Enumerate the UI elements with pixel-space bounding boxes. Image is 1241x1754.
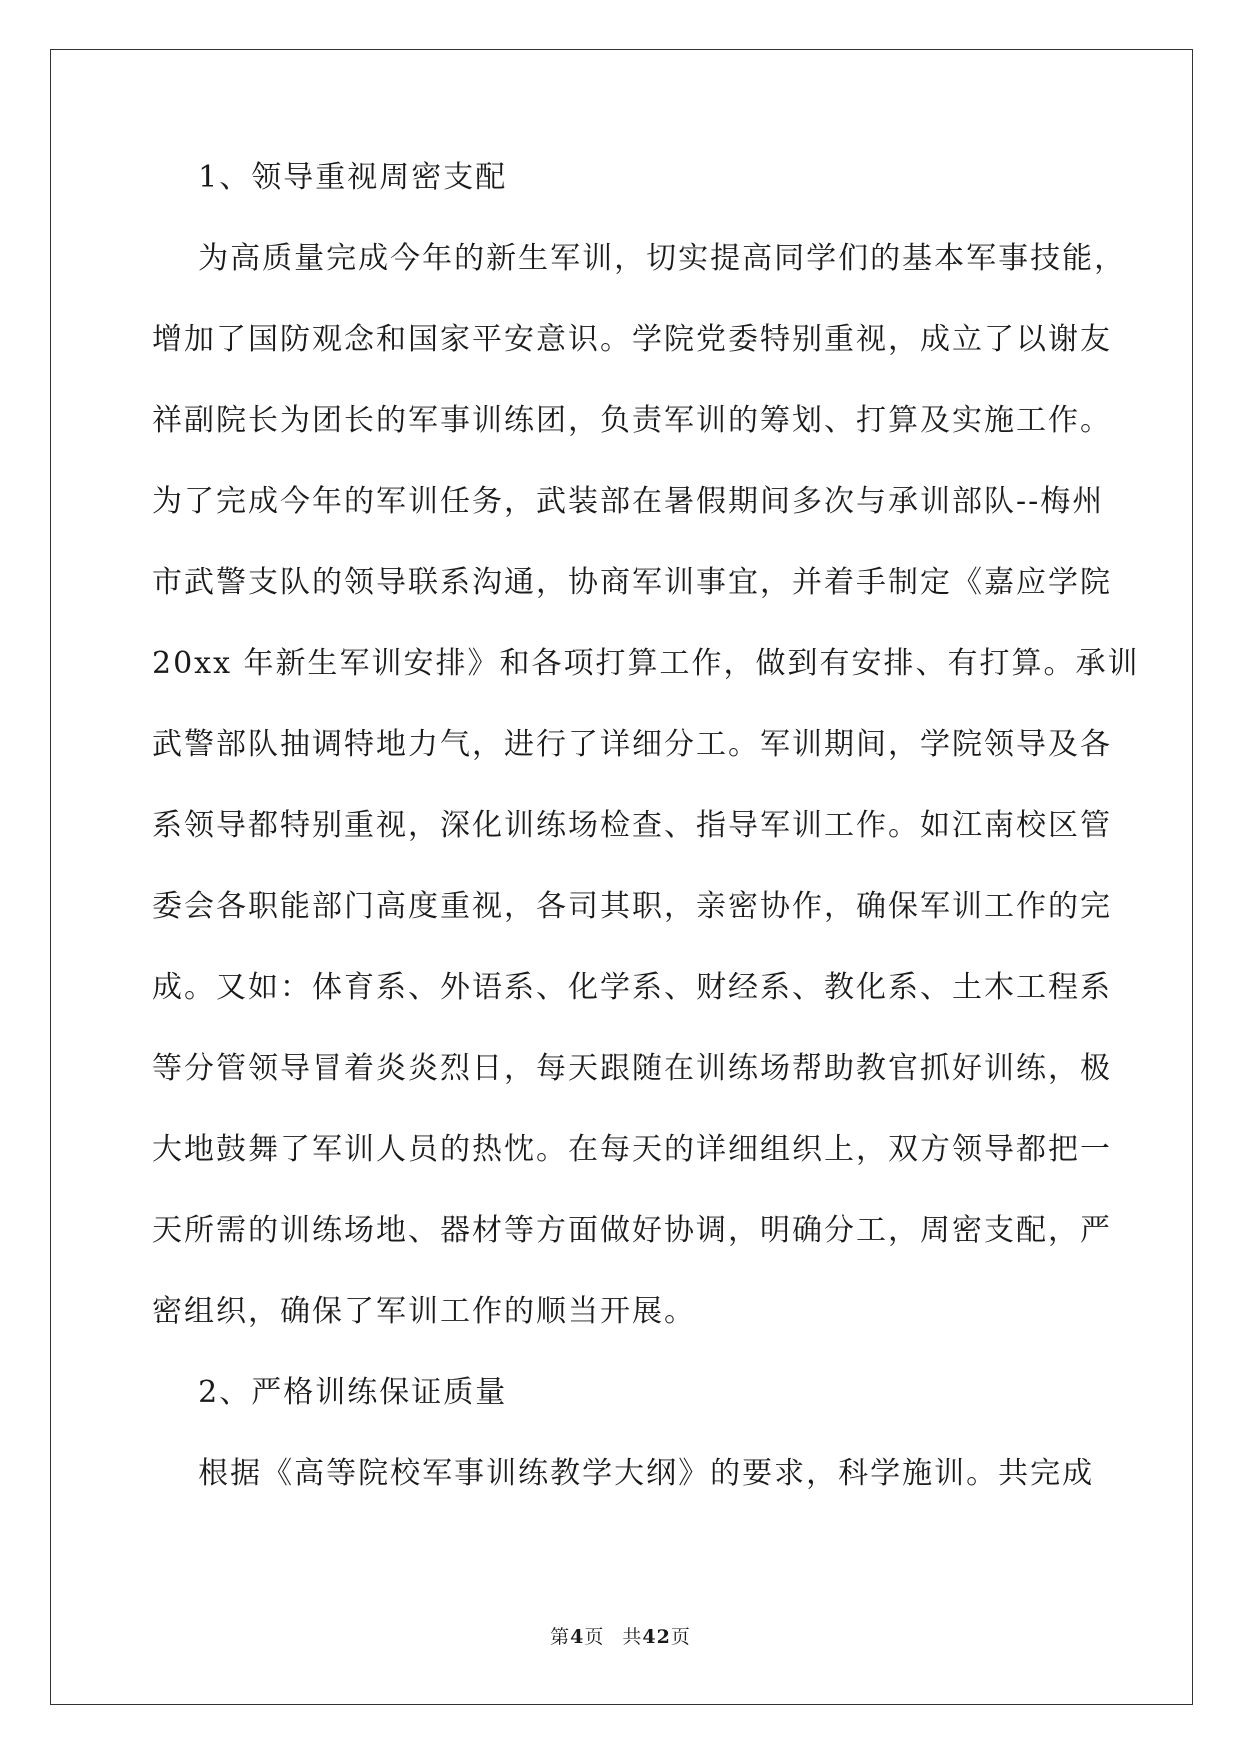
paragraph-line: 天所需的训练场地、器材等方面做好协调，明确分工，周密支配，严 (152, 1213, 1112, 1248)
paragraph-line: 委会各职能部门高度重视，各司其职，亲密协作，确保军训工作的完 (152, 889, 1112, 924)
paragraph-line: 成。又如：体育系、外语系、化学系、财经系、教化系、土木工程系 (152, 970, 1112, 1005)
paragraph-line: 为了完成今年的军训任务，武装部在暑假期间多次与承训部队--梅州 (152, 484, 1105, 519)
page-prefix: 第 (550, 1626, 571, 1648)
paragraph-line: 20xx 年新生军训安排》和各项打算工作，做到有安排、有打算。承训 (152, 646, 1140, 681)
heading-2: 2、严格训练保证质量 (152, 1375, 508, 1410)
paragraph-line: 祥副院长为团长的军事训练团，负责军训的筹划、打算及实施工作。 (152, 403, 1112, 438)
paragraph-line: 为高质量完成今年的新生军训，切实提高同学们的基本军事技能， (152, 241, 1127, 276)
paragraph-line: 系领导都特别重视，深化训练场检查、指导军训工作。如江南校区管 (152, 808, 1112, 843)
page-number: 4 (570, 1626, 585, 1648)
paragraph-line: 密组织，确保了军训工作的顺当开展。 (152, 1294, 696, 1329)
paragraph-line: 武警部队抽调特地力气，进行了详细分工。军训期间，学院领导及各 (152, 727, 1112, 762)
page-suffix: 页 (584, 1626, 605, 1648)
paragraph-line: 市武警支队的领导联系沟通，协商军训事宜，并着手制定《嘉应学院 (152, 565, 1112, 600)
paragraph-line: 等分管领导冒着炎炎烈日，每天跟随在训练场帮助教官抓好训练，极 (152, 1051, 1112, 1086)
page-footer (0, 1625, 1241, 1649)
total-pages: 42 (642, 1626, 671, 1648)
paragraph-line: 大地鼓舞了军训人员的热忱。在每天的详细组织上，双方领导都把一 (152, 1132, 1112, 1167)
total-prefix: 共 (622, 1626, 643, 1648)
heading-1: 1、领导重视周密支配 (152, 160, 508, 195)
paragraph-line: 增加了国防观念和国家平安意识。学院党委特别重视，成立了以谢友 (152, 322, 1112, 357)
total-suffix: 页 (670, 1626, 691, 1648)
paragraph-line: 根据《高等院校军事训练教学大纲》的要求，科学施训。共完成 (152, 1456, 1095, 1491)
document-body (152, 160, 1140, 1537)
